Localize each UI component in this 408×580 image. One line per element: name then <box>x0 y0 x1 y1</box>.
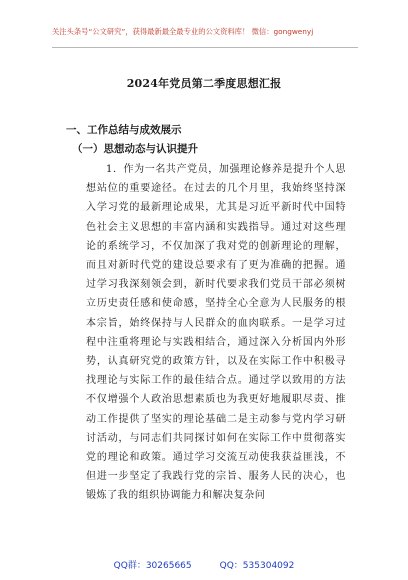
footer-qq-group: QQ群：30265665 <box>113 561 192 571</box>
body-paragraph: 1．作为一名共产党员，加强理论修养是提升个人思想站位的重要途径。在过去的几个月里，我始终坚持深入学习党的最新理论成果，尤其是习近平新时代中国特色社会主义思想的丰富内涵和实践指导。通过对这些理论的系统学习，不仅加深了我对党的创新理论的理解，而且对新时代党的建设总要求有了更为准确的把握。通过学习我深刻领会到，新时代要求我们党员干部必须树立历史责任感和使命感，坚持全心全意为人民服务的根本宗旨，始终保持与人民群众的血肉联系。一是学习过程中注重将理论与实践相结合，通过深入分析国内外形势，认真研究党的政策方针，以及在实际工作中积极寻找理论与实际工作的最佳结合点。通过学以致用的方法不仅增强个人政治思想素质也为我更好地履职尽责、推动工作提供了坚实的理论基础二是主动参与党内学习研讨活动，与同志们共同探讨如何在实际工作中贯彻落实党的理论和政策。通过学习交流互动使我获益匪浅，不但进一步坚定了我践行党的宗旨、服务人民的决心，也锻炼了我的组织协调能力和解决复杂问 <box>86 164 346 502</box>
header-banner: 关注头条号“公文研究”，获得最新最全最专业的公文资料库！ 微信：gongwenyj <box>52 27 314 36</box>
sub-heading: （一）思想动态与认识提升 <box>72 143 198 155</box>
document-title: 2024年党员第二季度思想汇报 <box>126 77 282 90</box>
footer-qq-number: QQ：535304092 <box>219 561 295 571</box>
footer-contact <box>0 558 408 571</box>
header-divider <box>52 47 358 48</box>
section-heading: 一、工作总结与成效展示 <box>66 124 182 136</box>
